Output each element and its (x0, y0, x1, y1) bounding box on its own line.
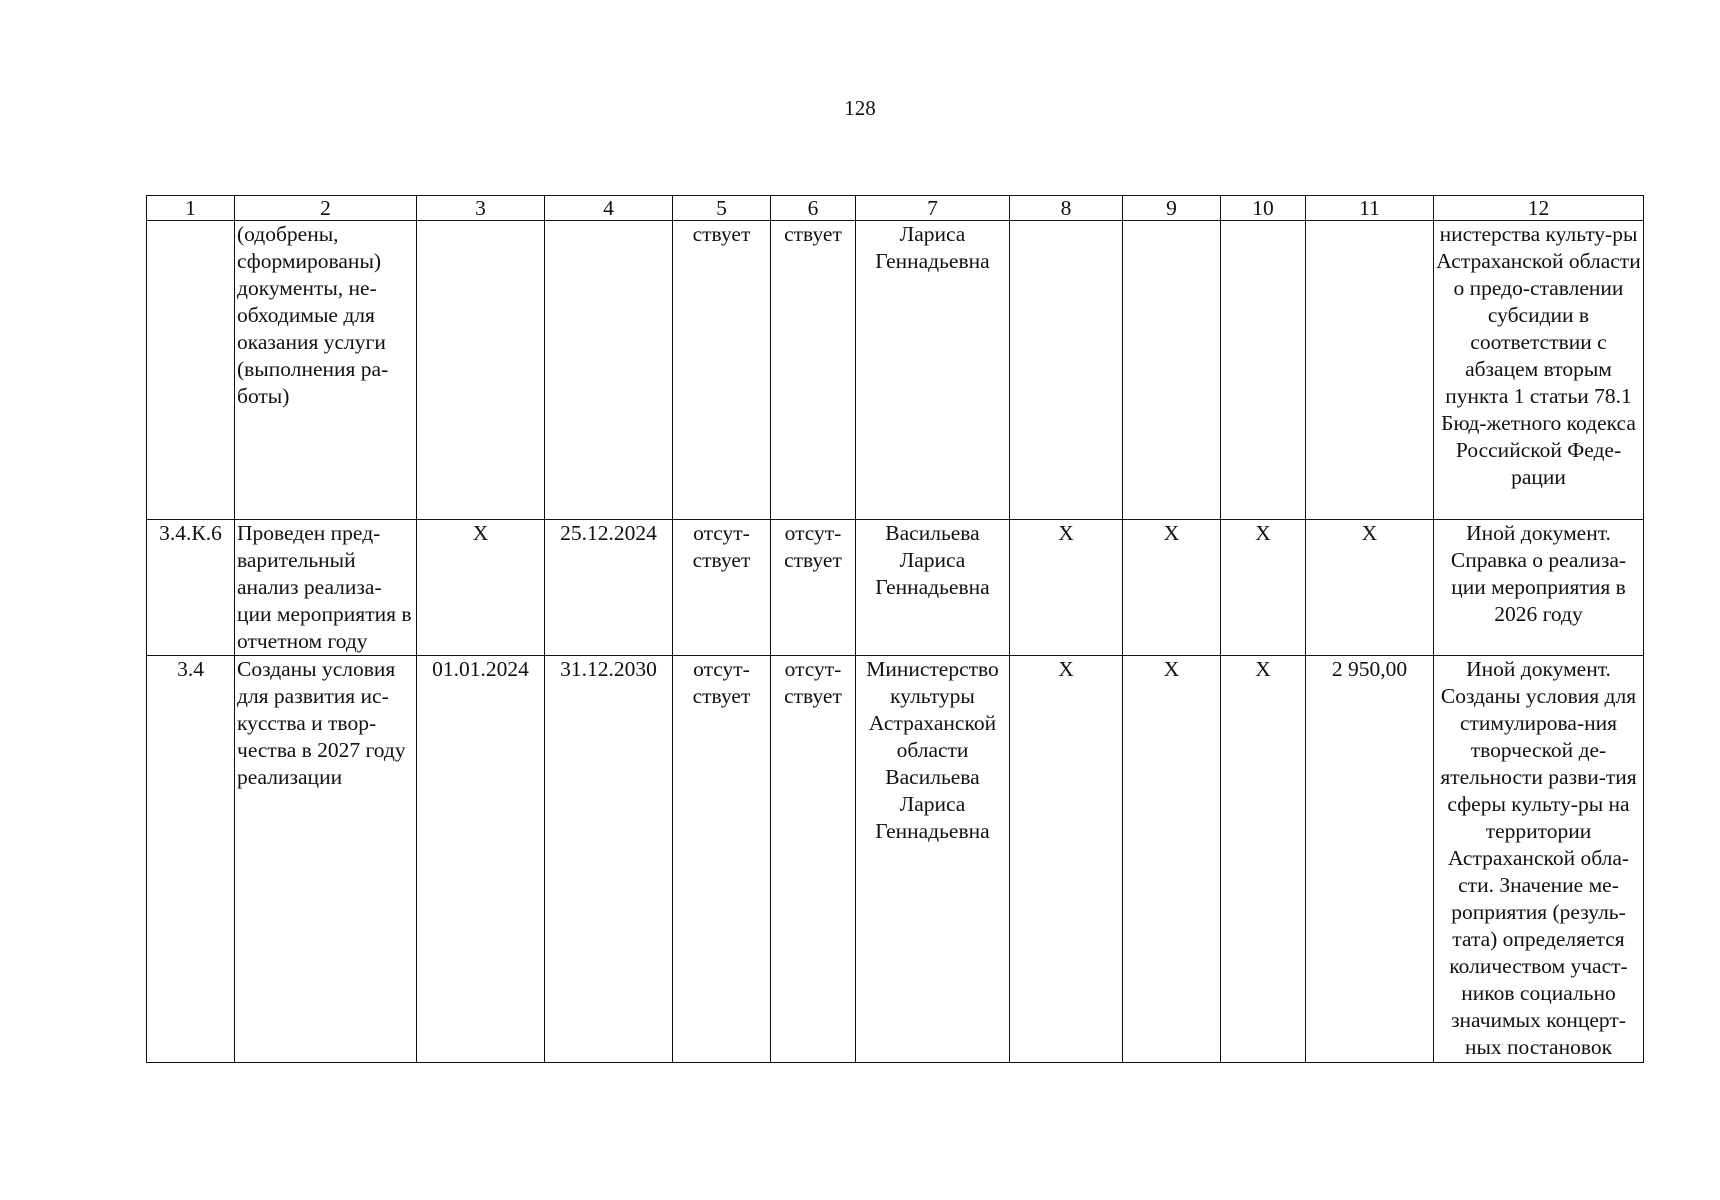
cell-document: нистерства культу-ры Астраханской области о предо-ставлении субсидии в соответствии с абзацем вторым пункта 1 статьи 78.1 Бюд-жетного кодекса Российской Феде-рации (1434, 221, 1644, 520)
header-cell-11: 11 (1306, 196, 1434, 221)
header-cell-12: 12 (1434, 196, 1644, 221)
data-table (146, 195, 1644, 1063)
cell-col-8: X (1010, 656, 1123, 1063)
cell-responsible: Васильева Лариса Геннадьевна (856, 520, 1010, 656)
cell-description: (одобрены, сформированы) документы, не-обходимые для оказания услуги (выполнения ра-боты) (235, 221, 417, 520)
table-row (147, 656, 1644, 1063)
header-cell-6: 6 (771, 196, 856, 221)
cell-start-date (417, 221, 545, 520)
cell-document: Иной документ. Созданы условия для стимулирова-ния творческой де-ятельности разви-тия сферы культу-ры на территории Астраханской обла-сти. Значение ме-роприятия (резуль-тата) определяется количеством участ-ников социально значимых концерт-ных постановок (1434, 656, 1644, 1063)
header-cell-9: 9 (1123, 196, 1221, 221)
header-cell-5: 5 (673, 196, 771, 221)
cell-col-10: X (1221, 520, 1306, 656)
header-cell-1: 1 (147, 196, 235, 221)
table-row (147, 520, 1644, 656)
cell-number: 3.4 (147, 656, 235, 1063)
table-row (147, 221, 1644, 520)
cell-col-8 (1010, 221, 1123, 520)
cell-amount: X (1306, 520, 1434, 656)
cell-col-10 (1221, 221, 1306, 520)
header-cell-8: 8 (1010, 196, 1123, 221)
cell-amount: 2 950,00 (1306, 656, 1434, 1063)
header-cell-2: 2 (235, 196, 417, 221)
cell-end-date (545, 221, 673, 520)
cell-description: Проведен пред-варительный анализ реализа-ции мероприятия в отчетном году (235, 520, 417, 656)
cell-col-9: X (1123, 520, 1221, 656)
cell-start-date: 01.01.2024 (417, 656, 545, 1063)
cell-col-6: отсут-ствует (771, 520, 856, 656)
cell-number: 3.4.К.6 (147, 520, 235, 656)
cell-col-5: отсут-ствует (673, 656, 771, 1063)
header-cell-4: 4 (545, 196, 673, 221)
header-cell-10: 10 (1221, 196, 1306, 221)
cell-col-9: X (1123, 656, 1221, 1063)
cell-col-5: ствует (673, 221, 771, 520)
header-cell-3: 3 (417, 196, 545, 221)
cell-description: Созданы условия для развития ис-кусства и твор-чества в 2027 году реализации (235, 656, 417, 1063)
cell-end-date: 25.12.2024 (545, 520, 673, 656)
page-number: 128 (844, 96, 876, 120)
header-row (147, 196, 1644, 221)
cell-col-6: отсут-ствует (771, 656, 856, 1063)
header-cell-7: 7 (856, 196, 1010, 221)
cell-document: Иной документ. Справка о реализа-ции мероприятия в 2026 году (1434, 520, 1644, 656)
cell-col-9 (1123, 221, 1221, 520)
cell-responsible: Министерство культуры Астраханской области Васильева Лариса Геннадьевна (856, 656, 1010, 1063)
cell-amount (1306, 221, 1434, 520)
cell-responsible: Лариса Геннадьевна (856, 221, 1010, 520)
cell-col-8: X (1010, 520, 1123, 656)
cell-col-6: ствует (771, 221, 856, 520)
cell-end-date: 31.12.2030 (545, 656, 673, 1063)
cell-col-5: отсут-ствует (673, 520, 771, 656)
cell-start-date: X (417, 520, 545, 656)
cell-col-10: X (1221, 656, 1306, 1063)
cell-number (147, 221, 235, 520)
